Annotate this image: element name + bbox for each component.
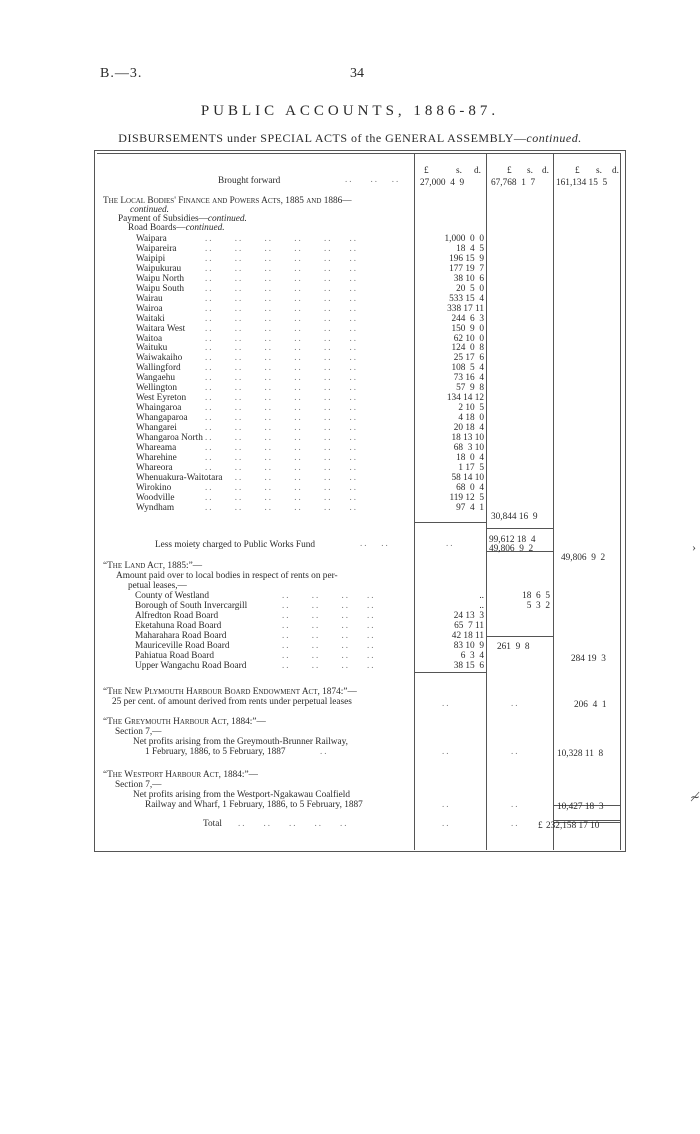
dot-leader: .. — [442, 698, 451, 708]
dot-leader: .. .. .. .. .. .. — [205, 471, 358, 482]
westport-line1: Net profits arising from the Westport-Ngakawau Coalfield — [133, 790, 350, 800]
margin-mark: › — [692, 540, 696, 554]
dot-leader: .. .. .. — [345, 174, 401, 184]
road-board-amount: 20 5 0 — [456, 283, 484, 294]
dot-leader: .. .. .. .. .. .. — [205, 272, 358, 283]
new-plymouth-line: 25 per cent. of amount derived from rents under perpetual leases — [112, 697, 352, 707]
top-inner-rule — [97, 153, 621, 154]
road-board-amount: 124 0 8 — [451, 343, 484, 354]
col2-s-head: s. — [527, 166, 533, 176]
road-board-amount: 4 18 0 — [458, 413, 484, 424]
dot-leader: .. .. .. .. .. .. — [205, 302, 358, 313]
margin-mark: ≁ — [689, 790, 700, 804]
net-subsidies: 49,806 9 2 — [561, 553, 606, 563]
dot-leader: .. .. .. .. .. .. — [205, 481, 358, 492]
subsidies-label: Payment of Subsidies— — [118, 214, 208, 224]
col2-pound-head: £ — [507, 166, 512, 176]
land-act-col1-amount: 42 18 11 — [451, 630, 484, 641]
road-board-name: Whangarei — [136, 423, 177, 434]
dot-leader: .. — [320, 746, 329, 756]
page-title: PUBLIC ACCOUNTS, 1886-87. — [200, 103, 500, 119]
dot-leader: .. .. .. .. .. .. — [205, 322, 358, 333]
road-board-name: Wairau — [136, 293, 163, 304]
land-act-total: 284 19 3 — [571, 654, 606, 664]
road-board-amount: 62 10 0 — [453, 333, 484, 344]
road-board-name: Wellington — [136, 383, 178, 394]
brought-forward-col3: 161,134 15 5 — [556, 178, 608, 188]
dot-leader: .. .. .. .. .. .. — [205, 242, 358, 253]
road-board-name: Waitara West — [136, 323, 186, 334]
col3-d-head: d. — [612, 166, 619, 176]
road-board-amount: 20 18 4 — [453, 423, 484, 434]
rule — [486, 636, 553, 637]
road-board-amount: 1,000 0 0 — [444, 234, 484, 244]
road-board-name: Waipara — [136, 234, 167, 244]
road-board-name: Whenuakura-Waitotara — [136, 472, 223, 483]
dot-leader: .. .. .. .. .. .. — [205, 352, 358, 363]
road-board-name: Whaingaroa — [136, 403, 182, 414]
dot-leader: .. .. .. .. .. .. — [205, 233, 358, 243]
road-board-amount: 57 9 8 — [456, 383, 484, 394]
road-board-name: Waitaki — [136, 313, 165, 324]
road-board-name: Wallingford — [136, 363, 181, 374]
road-board-amount: 58 14 10 — [451, 472, 484, 483]
land-act-body-name: Mauriceville Road Board — [135, 640, 230, 651]
land-act-body-name: Pahiatua Road Board — [135, 650, 215, 661]
subtitle-main: DISBURSEMENTS under SPECIAL ACTS of the GENERAL ASSEMBLY— — [118, 131, 527, 145]
col1-pound-head: £ — [424, 166, 429, 176]
less-moiety-label: Less moiety charged to Public Works Fund — [155, 540, 316, 550]
dot-leader: .. — [442, 746, 451, 756]
land-act-col1-amount: 38 15 6 — [453, 660, 484, 671]
greymouth-heading: “The Greymouth Harbour Act, 1884:”— — [103, 717, 266, 727]
road-board-name: Wyndham — [136, 502, 175, 513]
land-act-body-name: Upper Wangachu Road Board — [135, 660, 247, 671]
road-board-amount: 2 10 5 — [458, 403, 484, 414]
road-board-amount: 18 0 4 — [456, 452, 484, 463]
total-label: Total — [203, 819, 222, 829]
dot-leader: .. .. — [360, 538, 390, 548]
road-board-name: Waitoa — [136, 333, 163, 344]
land-act-col1-amount: 6 3 4 — [460, 650, 484, 661]
road-board-amount: 108 5 4 — [451, 363, 484, 374]
road-board-name: Waipu South — [136, 283, 185, 294]
greymouth-line1: Net profits arising from the Greymouth-Brunner Railway, — [133, 737, 348, 747]
road-boards-label: Road Boards— — [128, 223, 186, 233]
dot-leader: .. .. .. .. .. .. — [205, 392, 358, 403]
road-board-name: Woodville — [136, 492, 175, 503]
dot-leader: .. .. .. .. — [282, 629, 376, 640]
grand-total: 232,158 17 10 — [546, 821, 600, 831]
dot-leader: .. .. .. .. — [282, 649, 376, 660]
road-board-amount: 73 16 4 — [453, 373, 484, 384]
dot-leader: .. .. .. .. .. .. — [205, 362, 358, 373]
dot-leader: .. .. .. .. .. — [238, 818, 349, 828]
dot-leader: .. — [511, 818, 520, 828]
dot-leader: .. .. .. .. .. .. — [205, 372, 358, 383]
road-board-name: West Eyreton — [136, 393, 187, 404]
road-board-amount: 134 14 12 — [446, 393, 484, 404]
land-act-body-name: County of Westland — [135, 591, 209, 601]
westport-section: Section 7,— — [115, 780, 162, 790]
new-plymouth-amount: 206 4 1 — [574, 700, 607, 710]
land-act-body-name: Borough of South Invercargill — [135, 600, 248, 611]
column-rule — [620, 153, 621, 850]
land-act-col2-amount: 5 3 2 — [526, 600, 550, 611]
road-boards-subtotal: 30,844 16 9 — [491, 512, 538, 522]
road-boards-continued: continued. — [185, 223, 225, 233]
road-boards-heading — [128, 223, 225, 233]
dot-leader: .. .. .. .. .. .. — [205, 282, 358, 293]
road-board-name: Whareora — [136, 462, 173, 473]
land-act-line2: petual leases,— — [128, 581, 187, 591]
westport-amount: 10,427 18 3 — [557, 802, 604, 812]
dot-leader: .. .. .. .. .. .. — [205, 342, 358, 353]
land-act-body-name: Alfredton Road Board — [135, 610, 219, 621]
dot-leader: .. .. .. .. .. .. — [205, 501, 358, 512]
local-bodies-continued: continued. — [130, 205, 169, 215]
dot-leader: .. .. .. .. — [282, 639, 376, 650]
road-board-name: Whangaroa North — [136, 433, 203, 443]
dot-leader: .. .. .. .. .. .. — [205, 432, 358, 442]
road-board-name: Waipipi — [136, 253, 166, 264]
road-board-name: Wirokino — [136, 482, 172, 493]
dot-leader: .. — [442, 818, 451, 828]
road-board-amount: 97 4 1 — [456, 502, 484, 513]
road-board-amount: 68 0 4 — [456, 482, 484, 493]
dot-leader: .. .. .. .. — [282, 590, 376, 600]
dot-leader: .. .. .. .. .. .. — [205, 461, 358, 472]
dot-leader: .. .. .. .. .. .. — [205, 292, 358, 303]
dot-leader: .. .. .. .. — [282, 659, 376, 670]
land-act-body-name: Maharahara Road Board — [135, 630, 227, 641]
col3-s-head: s. — [596, 166, 602, 176]
land-act-col1-amount: .. — [479, 600, 484, 611]
dot-leader: .. — [511, 746, 520, 756]
road-board-name: Waituku — [136, 343, 168, 354]
road-board-amount: 25 17 6 — [453, 353, 484, 364]
road-board-amount: 1 17 5 — [458, 462, 484, 473]
road-board-amount: 119 12 5 — [449, 492, 484, 503]
dot-leader: .. .. .. .. .. .. — [205, 412, 358, 423]
dot-leader: .. .. .. .. .. .. — [205, 252, 358, 263]
local-bodies-heading: The Local Bodies' Finance and Powers Acts, 1885 and 1886— — [103, 196, 352, 206]
dot-leader: .. .. .. .. .. .. — [205, 441, 358, 452]
total-pound-sign: £ — [538, 821, 543, 831]
land-act-col1-amount: 83 10 9 — [453, 640, 484, 651]
greymouth-section: Section 7,— — [115, 727, 162, 737]
rule — [414, 522, 486, 523]
westport-heading: “The Westport Harbour Act, 1884:”— — [103, 770, 258, 780]
road-board-amount: 338 17 11 — [447, 303, 484, 314]
dot-leader: .. .. .. .. — [282, 599, 376, 610]
dot-leader: .. .. .. .. .. .. — [205, 491, 358, 502]
dot-leader: .. — [511, 698, 520, 708]
moiety-sum: 49,806 9 2 — [489, 544, 534, 554]
land-act-body-name: Eketahuna Road Board — [135, 620, 222, 631]
greymouth-line2: 1 February, 1886, to 5 February, 1887 — [145, 747, 286, 757]
document-reference: B.—3. — [100, 66, 143, 81]
road-board-amount: 150 9 0 — [451, 323, 484, 334]
column-rule — [414, 153, 415, 850]
road-board-amount: 68 3 10 — [453, 442, 484, 453]
column-rule — [553, 153, 554, 850]
brought-forward-col2: 67,768 1 7 — [491, 178, 536, 188]
land-act-subtotal: 261 9 8 — [497, 642, 530, 652]
road-board-name: Wharehine — [136, 452, 177, 463]
road-board-name: Waiwakaiho — [136, 353, 183, 364]
road-board-name: Waipukurau — [136, 263, 182, 274]
page-subtitle — [0, 131, 700, 146]
road-board-amount: 244 6 3 — [451, 313, 484, 324]
dot-leader: .. .. .. .. .. .. — [205, 262, 358, 273]
brought-forward-label: Brought forward — [218, 176, 281, 186]
dot-leader: .. — [446, 538, 455, 548]
col1-d-head: d. — [474, 166, 481, 176]
new-plymouth-heading: “The New Plymouth Harbour Board Endowment Act, 1874:”— — [103, 687, 357, 697]
land-act-col1-amount: .. — [479, 591, 484, 601]
dot-leader: .. .. .. .. .. .. — [205, 382, 358, 393]
col1-s-head: s. — [456, 166, 462, 176]
rule — [414, 672, 486, 673]
road-board-amount: 533 15 4 — [449, 293, 484, 304]
dot-leader: .. .. .. .. .. .. — [205, 312, 358, 323]
land-act-col2-amount: 18 6 5 — [522, 591, 550, 601]
rule — [486, 528, 553, 529]
dot-leader: .. .. .. .. — [282, 619, 376, 630]
land-act-col1-amount: 65 7 11 — [454, 620, 484, 631]
road-board-name: Whareama — [136, 442, 177, 453]
road-board-amount: 38 10 6 — [453, 273, 484, 284]
road-board-name: Wairoa — [136, 303, 163, 314]
road-board-amount: 18 4 5 — [456, 243, 484, 254]
dot-leader: .. .. .. .. .. .. — [205, 402, 358, 413]
page-number: 34 — [350, 66, 364, 81]
dot-leader: .. — [442, 799, 451, 809]
subsidies-continued: continued. — [207, 214, 247, 224]
land-act-heading: “The Land Act, 1885:”— — [103, 561, 203, 571]
road-board-amount: 177 19 7 — [449, 263, 484, 274]
dot-leader: .. .. .. .. .. .. — [205, 422, 358, 433]
dot-leader: .. .. .. .. .. .. — [205, 451, 358, 462]
land-act-line1: Amount paid over to local bodies in respect of rents on per- — [116, 571, 338, 581]
westport-line2: Railway and Wharf, 1 February, 1886, to 5 February, 1887 — [145, 800, 363, 810]
land-act-col1-amount: 24 13 3 — [453, 610, 484, 621]
road-board-name: Waipareira — [136, 243, 177, 254]
road-board-amount: 18 13 10 — [451, 433, 484, 443]
road-board-name: Waipu North — [136, 273, 185, 284]
greymouth-amount: 10,328 11 8 — [557, 749, 604, 759]
column-rule — [486, 153, 487, 850]
road-board-name: Whangaparoa — [136, 413, 188, 424]
road-board-name: Wangaehu — [136, 373, 176, 384]
col3-pound-head: £ — [575, 166, 580, 176]
subtitle-continued: continued. — [526, 131, 582, 145]
dot-leader: .. .. .. .. — [282, 609, 376, 620]
dot-leader: .. — [511, 799, 520, 809]
road-board-amount: 196 15 9 — [449, 253, 484, 264]
col2-d-head: d. — [542, 166, 549, 176]
dot-leader: .. .. .. .. .. .. — [205, 332, 358, 343]
gross-subsidies-sum: 99,612 18 4 — [489, 535, 536, 545]
brought-forward-col1: 27,000 4 9 — [420, 178, 465, 188]
